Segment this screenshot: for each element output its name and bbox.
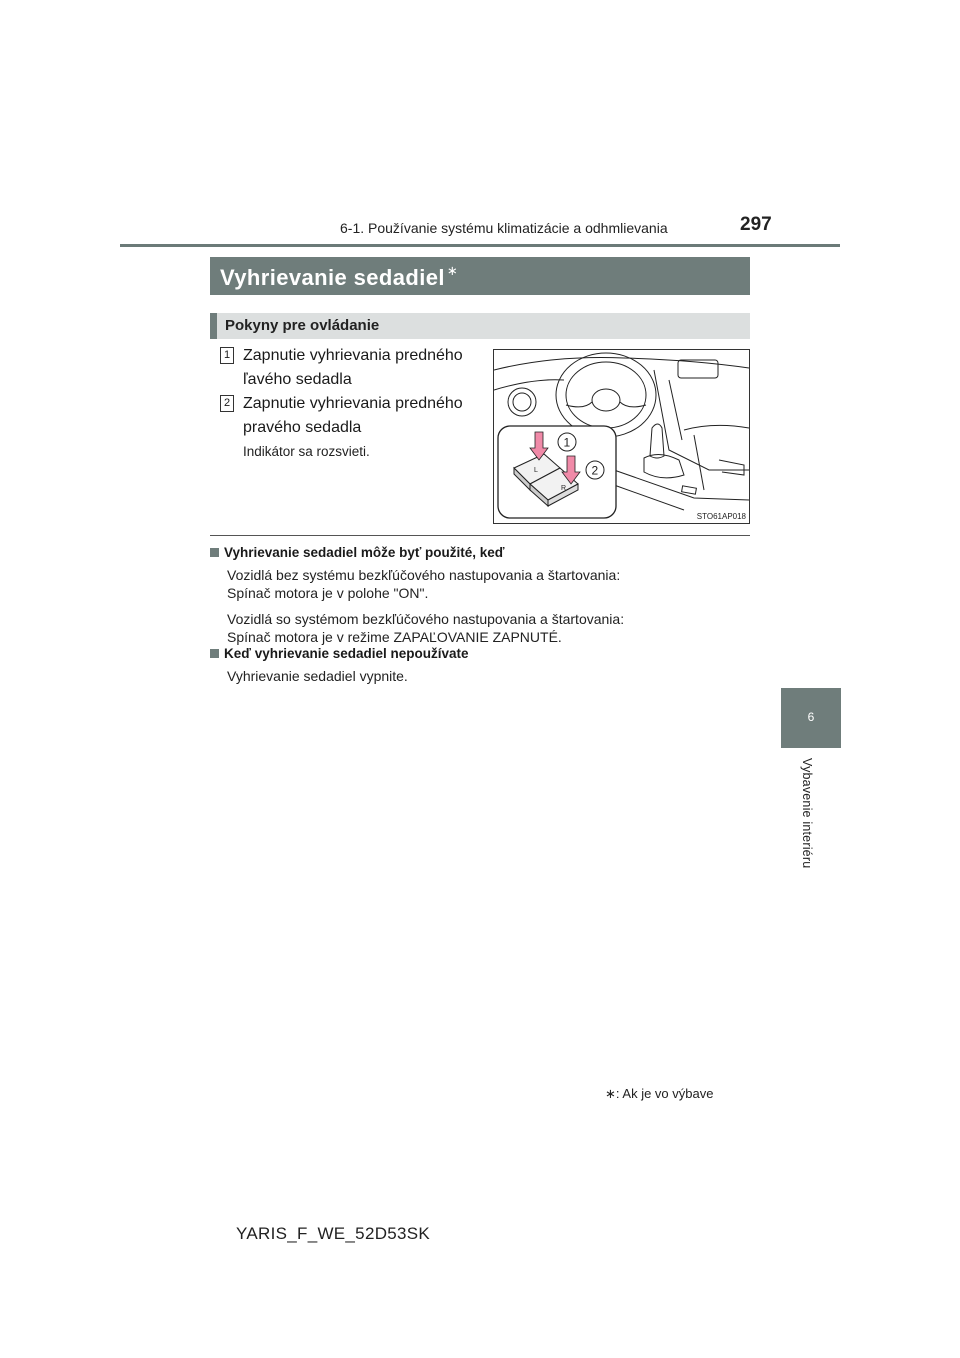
footnote-mark: ∗: [605, 1086, 616, 1101]
footnote-text: : Ak je vo výbave: [615, 1086, 714, 1101]
note-2-paragraph-1: Vyhrievanie sedadiel vypnite.: [227, 668, 408, 684]
note-2: [210, 646, 750, 685]
note-1-paragraph-2: [227, 610, 750, 646]
callout-1-label: 1: [563, 435, 571, 450]
optional-equipment-mark: ∗: [446, 263, 459, 278]
chapter-title: Vybavenie interiéru: [800, 758, 814, 869]
note-2-heading-text: Keď vyhrievanie sedadiel nepoužívate: [224, 646, 469, 661]
step-1-line-1: Zapnutie vyhrievania predného: [243, 347, 463, 364]
note-2-heading: [210, 646, 750, 661]
document-code: YARIS_F_WE_52D53SK: [236, 1224, 431, 1243]
step-number-2: 2: [220, 395, 234, 412]
indicator-note: Indikátor sa rozsvieti.: [243, 444, 370, 459]
note-1: [210, 545, 750, 646]
footnote: [605, 1086, 713, 1102]
callout-2-label: 2: [591, 463, 599, 478]
bullet-square-icon: [210, 649, 219, 658]
note-1-paragraph-1: [227, 566, 750, 602]
step-1-text: [243, 344, 479, 392]
section-header: 6-1. Používanie systému klimatizácie a odhmlievania: [340, 220, 668, 236]
note-1-heading: [210, 545, 750, 560]
switch-right-label: R: [561, 485, 567, 492]
step-2-line-1: Zapnutie vyhrievania predného: [243, 395, 463, 412]
page-title: [210, 257, 750, 295]
page-number: 297: [740, 214, 772, 235]
note-1-p1-line-2: Spínač motora je v polohe "ON".: [227, 585, 429, 601]
note-1-p2-line-1: Vozidlá so systémom bezkľúčového nastupovania a štartovania:: [227, 611, 625, 627]
illustration-code: STO61AP018: [696, 512, 746, 521]
dashboard-drawing: [494, 350, 749, 523]
header-rule: [120, 244, 840, 247]
switch-left-label: L: [534, 467, 538, 474]
page-title-text: Vyhrievanie sedadiel: [220, 265, 445, 290]
subsection-title: Pokyny pre ovládanie: [210, 313, 750, 339]
step-2-line-2: pravého sedadla: [243, 419, 362, 436]
step-number-1: 1: [220, 347, 234, 364]
step-2-text: [243, 392, 479, 440]
note-1-p1-line-1: Vozidlá bez systému bezkľúčového nastupovania a štartovania:: [227, 567, 621, 583]
note-1-p2-line-2: Spínač motora je v režime ZAPAĽOVANIE ZAPNUTÉ.: [227, 629, 562, 645]
note-1-heading-text: Vyhrievanie sedadiel môže byť použité, keď: [224, 545, 505, 560]
chapter-number: 6: [807, 710, 815, 724]
bullet-square-icon: [210, 548, 219, 557]
section-divider: [210, 535, 750, 536]
step-1-line-2: ľavého sedadla: [243, 371, 352, 388]
seat-heater-illustration: [493, 349, 750, 524]
